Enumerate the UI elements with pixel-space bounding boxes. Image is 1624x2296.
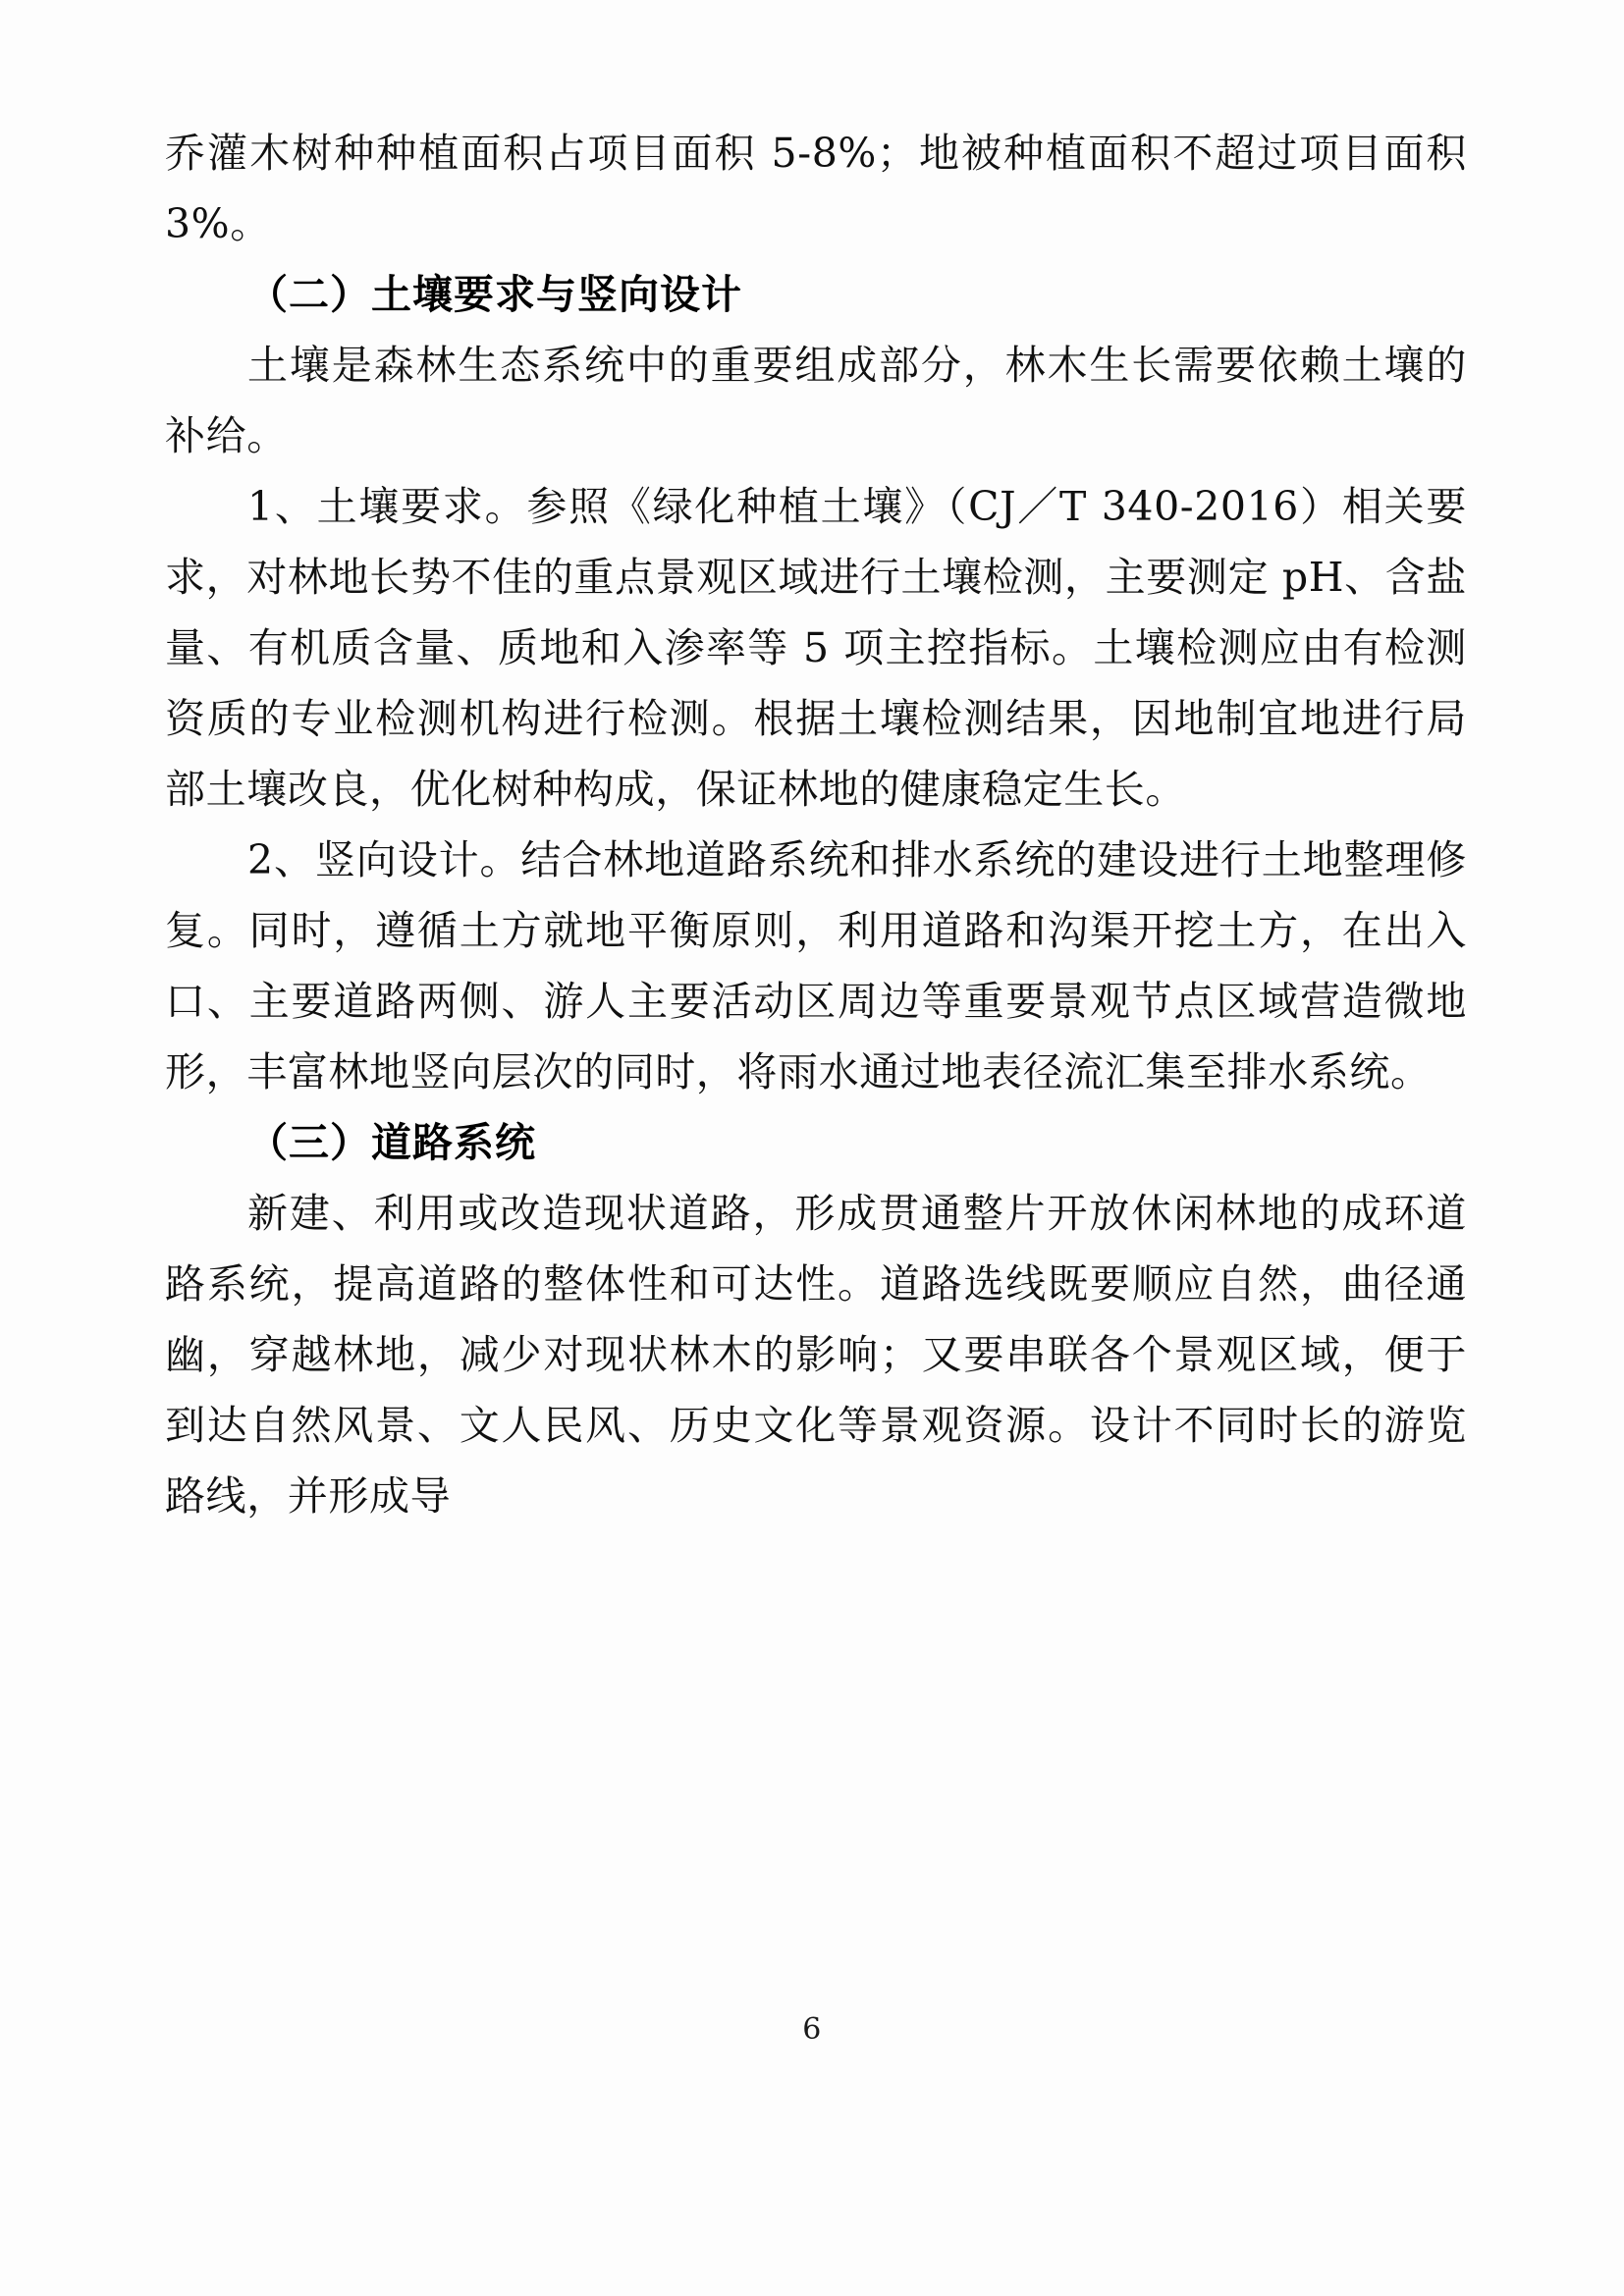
paragraph-planting-area: 乔灌木树种种植面积占项目面积 5-8%；地被种植面积不超过项目面积 3%。: [165, 130, 1467, 247]
page-number: 6: [802, 2012, 822, 2047]
heading-section-two: （二）土壤要求与竖向设计: [247, 271, 742, 318]
paragraph-soil-intro: 土壤是森林生态系统中的重要组成部分，林木生长需要依赖土壤的补给。: [165, 342, 1467, 459]
heading-section-three: （三）道路系统: [247, 1119, 536, 1166]
paragraph-vertical-design: 2、竖向设计。结合林地道路系统和排水系统的建设进行土地整理修复。同时，遵循土方就地平衡原则，利用道路和沟渠开挖土方，在出入口、主要道路两侧、游人主要活动区周边等重要景观节点区域营造微地形，丰富林地竖向层次的同时，将雨水通过地表径流汇集至排水系统。: [165, 836, 1467, 1095]
page-footer: [0, 2012, 1624, 2047]
paragraph-soil-requirements: 1、土壤要求。参照《绿化种植土壤》（CJ／T 340-2016）相关要求，对林地长势不佳的重点景观区域进行土壤检测，主要测定 pH、含盐量、有机质含量、质地和入渗率等 5 项主控指标。土壤检测应由有检测资质的专业检测机构进行检测。根据土壤检测结果，因地制宜地进行局部土壤改良，优化树种构成，保证林地的健康稳定生长。: [165, 483, 1467, 813]
paragraph-road-system: 新建、利用或改造现状道路，形成贯通整片开放休闲林地的成环道路系统，提高道路的整体性和可达性。道路选线既要顺应自然，曲径通幽，穿越林地，减少对现状林木的影响；又要串联各个景观区域，便于到达自然风景、文人民风、历史文化等景观资源。设计不同时长的游览路线，并形成导: [165, 1190, 1467, 1520]
page-text-body: [165, 118, 1467, 1963]
